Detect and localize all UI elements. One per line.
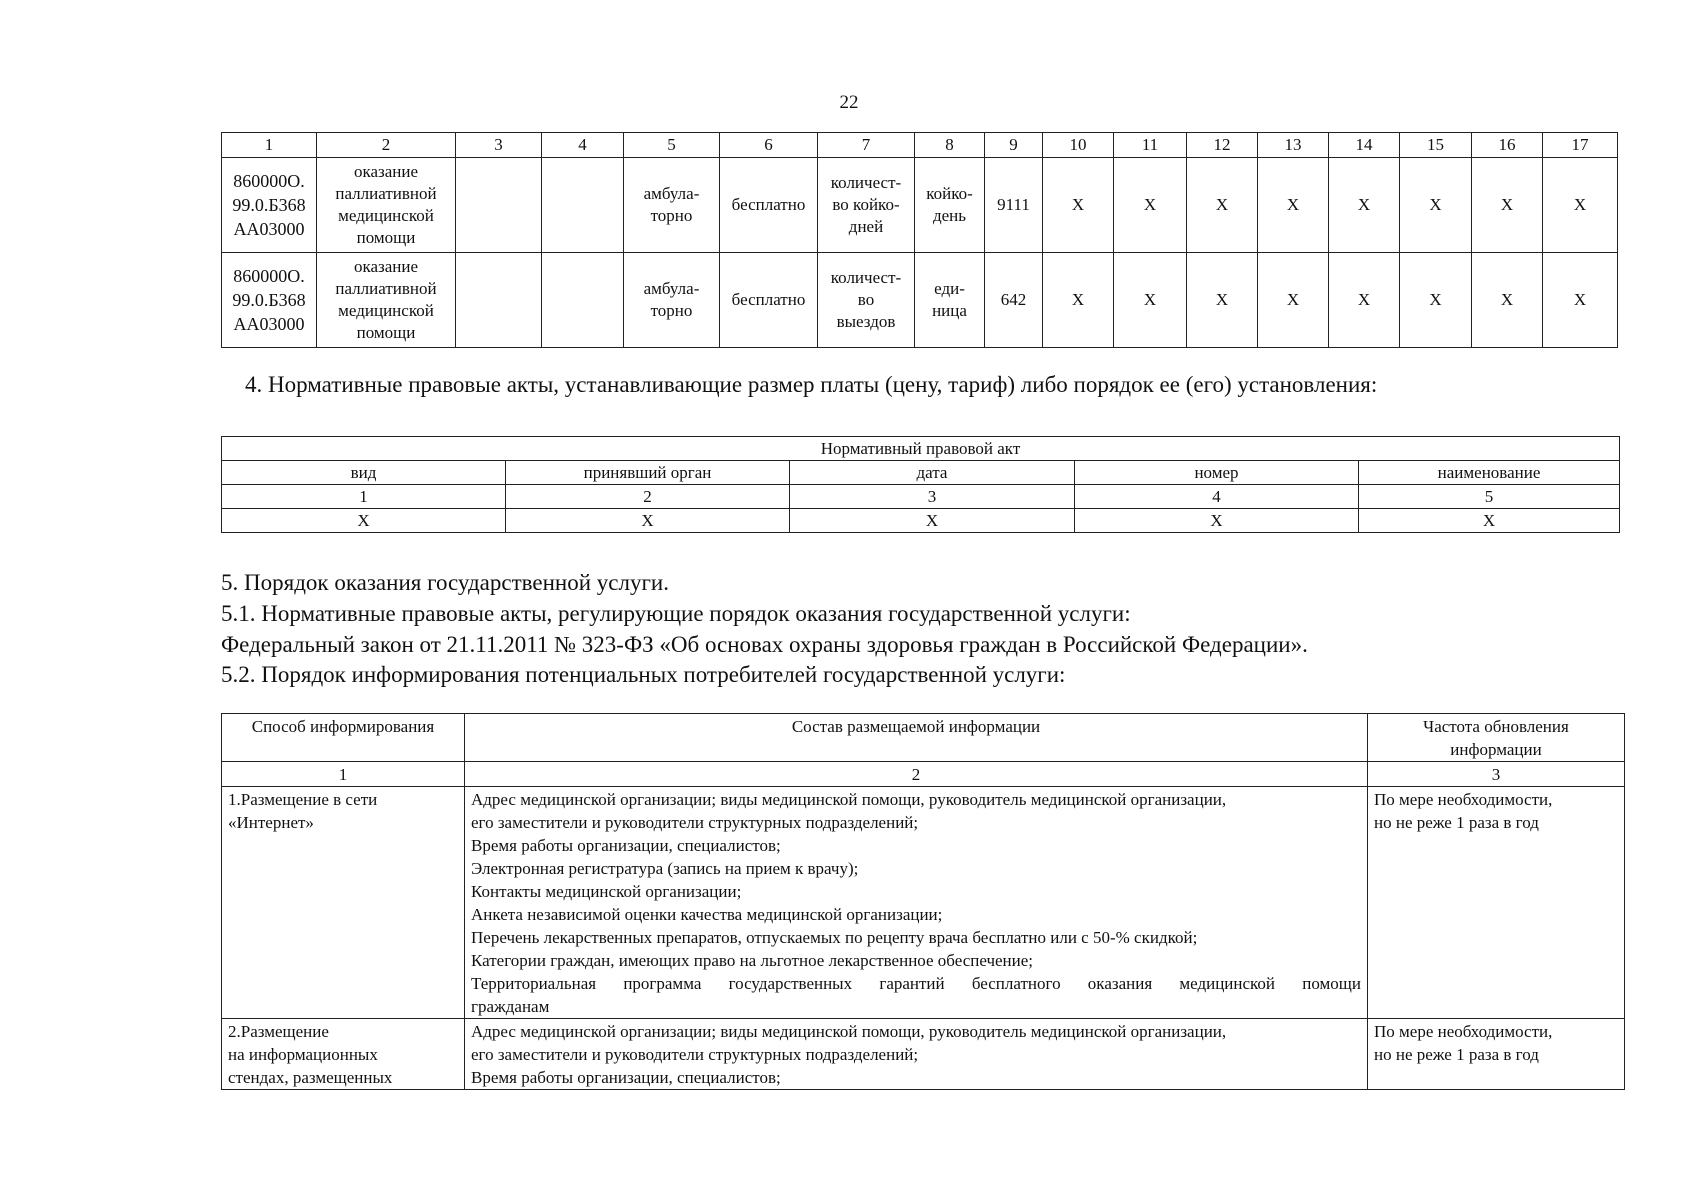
unit: еди- ница bbox=[915, 253, 985, 348]
col-number: 1 bbox=[222, 133, 317, 158]
x-mark: X bbox=[1400, 158, 1472, 253]
table-header-row bbox=[222, 714, 1625, 762]
indicator-name: количест- во койко- дней bbox=[818, 158, 915, 253]
service-form: амбула- торно bbox=[624, 253, 720, 348]
x-mark: X bbox=[790, 509, 1075, 533]
x-mark: X bbox=[1187, 253, 1258, 348]
payment-type: бесплатно bbox=[720, 253, 818, 348]
col-number: 3 bbox=[456, 133, 542, 158]
x-mark: X bbox=[1329, 158, 1400, 253]
table-row bbox=[222, 253, 1618, 348]
x-mark: X bbox=[1543, 253, 1618, 348]
table-row bbox=[222, 762, 1625, 787]
section-5-2-heading: 5.2. Порядок информирования потенциальных потребителей государственной услуги: bbox=[221, 662, 1066, 687]
x-mark: X bbox=[1114, 158, 1187, 253]
col-number: 6 bbox=[720, 133, 818, 158]
col-number: 16 bbox=[1472, 133, 1543, 158]
col-header: принявший орган bbox=[506, 461, 790, 485]
x-mark: X bbox=[1359, 509, 1620, 533]
x-mark: X bbox=[1258, 158, 1329, 253]
x-mark: X bbox=[1187, 158, 1258, 253]
service-volume-table bbox=[221, 132, 1618, 348]
page-number: 22 bbox=[839, 92, 859, 113]
empty-cell bbox=[456, 253, 542, 348]
table-header-row bbox=[222, 461, 1620, 485]
col-number: 10 bbox=[1043, 133, 1114, 158]
x-mark: X bbox=[1075, 509, 1359, 533]
method-cell: 2.Размещение на информационных стендах, размещенных bbox=[222, 1019, 465, 1090]
section-5-1-heading: 5.1. Нормативные правовые акты, регулирующие порядок оказания государственной услуги: bbox=[221, 601, 1131, 626]
col-number: 4 bbox=[542, 133, 624, 158]
x-mark: X bbox=[222, 509, 506, 533]
col-header: наименование bbox=[1359, 461, 1620, 485]
table-header-row bbox=[222, 133, 1618, 158]
method-cell: 1.Размещение в сети «Интернет» bbox=[222, 787, 465, 1019]
col-header: номер bbox=[1075, 461, 1359, 485]
x-mark: X bbox=[1258, 253, 1329, 348]
col-number: 17 bbox=[1543, 133, 1618, 158]
indicator-value: 9111 bbox=[985, 158, 1043, 253]
col-number: 2 bbox=[506, 485, 790, 509]
col-header: вид bbox=[222, 461, 506, 485]
service-code: 860000О. 99.0.Б368 АА03000 bbox=[222, 158, 317, 253]
x-mark: X bbox=[1043, 158, 1114, 253]
frequency-cell: По мере необходимости, но не реже 1 раза в год bbox=[1368, 787, 1625, 1019]
col-number: 4 bbox=[1075, 485, 1359, 509]
col-number: 15 bbox=[1400, 133, 1472, 158]
col-number: 3 bbox=[790, 485, 1075, 509]
legal-acts-table bbox=[221, 436, 1620, 533]
x-mark: X bbox=[1472, 253, 1543, 348]
table-row bbox=[222, 485, 1620, 509]
content-cell: Адрес медицинской организации; виды медицинской помощи, руководитель медицинской организации, его заместители и руководители структурных подразделений; Время работы организации, специалистов; bbox=[465, 1019, 1368, 1090]
empty-cell bbox=[456, 158, 542, 253]
col-number: 14 bbox=[1329, 133, 1400, 158]
table-title: Нормативный правовой акт bbox=[222, 437, 1620, 461]
col-number: 9 bbox=[985, 133, 1043, 158]
payment-type: бесплатно bbox=[720, 158, 818, 253]
x-mark: X bbox=[1043, 253, 1114, 348]
col-header: дата bbox=[790, 461, 1075, 485]
empty-cell bbox=[542, 158, 624, 253]
x-mark: X bbox=[1472, 158, 1543, 253]
col-header-method: Способ информирования bbox=[222, 714, 465, 762]
service-form: амбула- торно bbox=[624, 158, 720, 253]
table-row bbox=[222, 509, 1620, 533]
col-header-frequency: Частота обновления информации bbox=[1368, 714, 1625, 762]
unit: койко- день bbox=[915, 158, 985, 253]
x-mark: X bbox=[1114, 253, 1187, 348]
content-cell: Адрес медицинской организации; виды медицинской помощи, руководитель медицинской организации, его заместители и руководители структурных подразделений; Время работы организации, специалистов; Электронная регистратура (запись на прием к врачу); Контакты медицинской организации; Анкета независимой оценки качества медицинской организации; Перечень лекарственных препаратов, отпускаемых по рецепту врача бесплатно или с 50-% скидкой; Категории граждан, имеющих право на льготное лекарственное обеспечение; Территориальная программа государственных гарантий бесплатного оказания медицинской помощи гражданам bbox=[465, 787, 1368, 1019]
col-number: 11 bbox=[1114, 133, 1187, 158]
service-name: оказание паллиативной медицинской помощи bbox=[317, 253, 456, 348]
x-mark: X bbox=[1543, 158, 1618, 253]
indicator-value: 642 bbox=[985, 253, 1043, 348]
col-number: 13 bbox=[1258, 133, 1329, 158]
empty-cell bbox=[542, 253, 624, 348]
col-number: 1 bbox=[222, 485, 506, 509]
service-code: 860000О. 99.0.Б368 АА03000 bbox=[222, 253, 317, 348]
x-mark: X bbox=[506, 509, 790, 533]
frequency-cell: По мере необходимости, но не реже 1 раза в год bbox=[1368, 1019, 1625, 1090]
col-number: 5 bbox=[624, 133, 720, 158]
col-number: 7 bbox=[818, 133, 915, 158]
col-number: 1 bbox=[222, 762, 465, 787]
col-number: 8 bbox=[915, 133, 985, 158]
col-number: 2 bbox=[465, 762, 1368, 787]
service-name: оказание паллиативной медицинской помощи bbox=[317, 158, 456, 253]
table-row bbox=[222, 787, 1625, 1019]
section-5-heading: 5. Порядок оказания государственной услуги. bbox=[221, 570, 669, 595]
col-number: 2 bbox=[317, 133, 456, 158]
section-4-heading: 4. Нормативные правовые акты, устанавливающие размер платы (цену, тариф) либо порядок ее (его) установления: bbox=[245, 372, 1378, 397]
table-row bbox=[222, 158, 1618, 253]
col-number: 5 bbox=[1359, 485, 1620, 509]
information-table bbox=[221, 713, 1625, 1090]
indicator-name: количест- во выездов bbox=[818, 253, 915, 348]
table-row bbox=[222, 1019, 1625, 1090]
col-number: 3 bbox=[1368, 762, 1625, 787]
x-mark: X bbox=[1329, 253, 1400, 348]
federal-law-reference: Федеральный закон от 21.11.2011 № 323-ФЗ «Об основах охраны здоровья граждан в Российской Федерации». bbox=[221, 632, 1308, 657]
x-mark: X bbox=[1400, 253, 1472, 348]
col-header-content: Состав размещаемой информации bbox=[465, 714, 1368, 762]
col-number: 12 bbox=[1187, 133, 1258, 158]
